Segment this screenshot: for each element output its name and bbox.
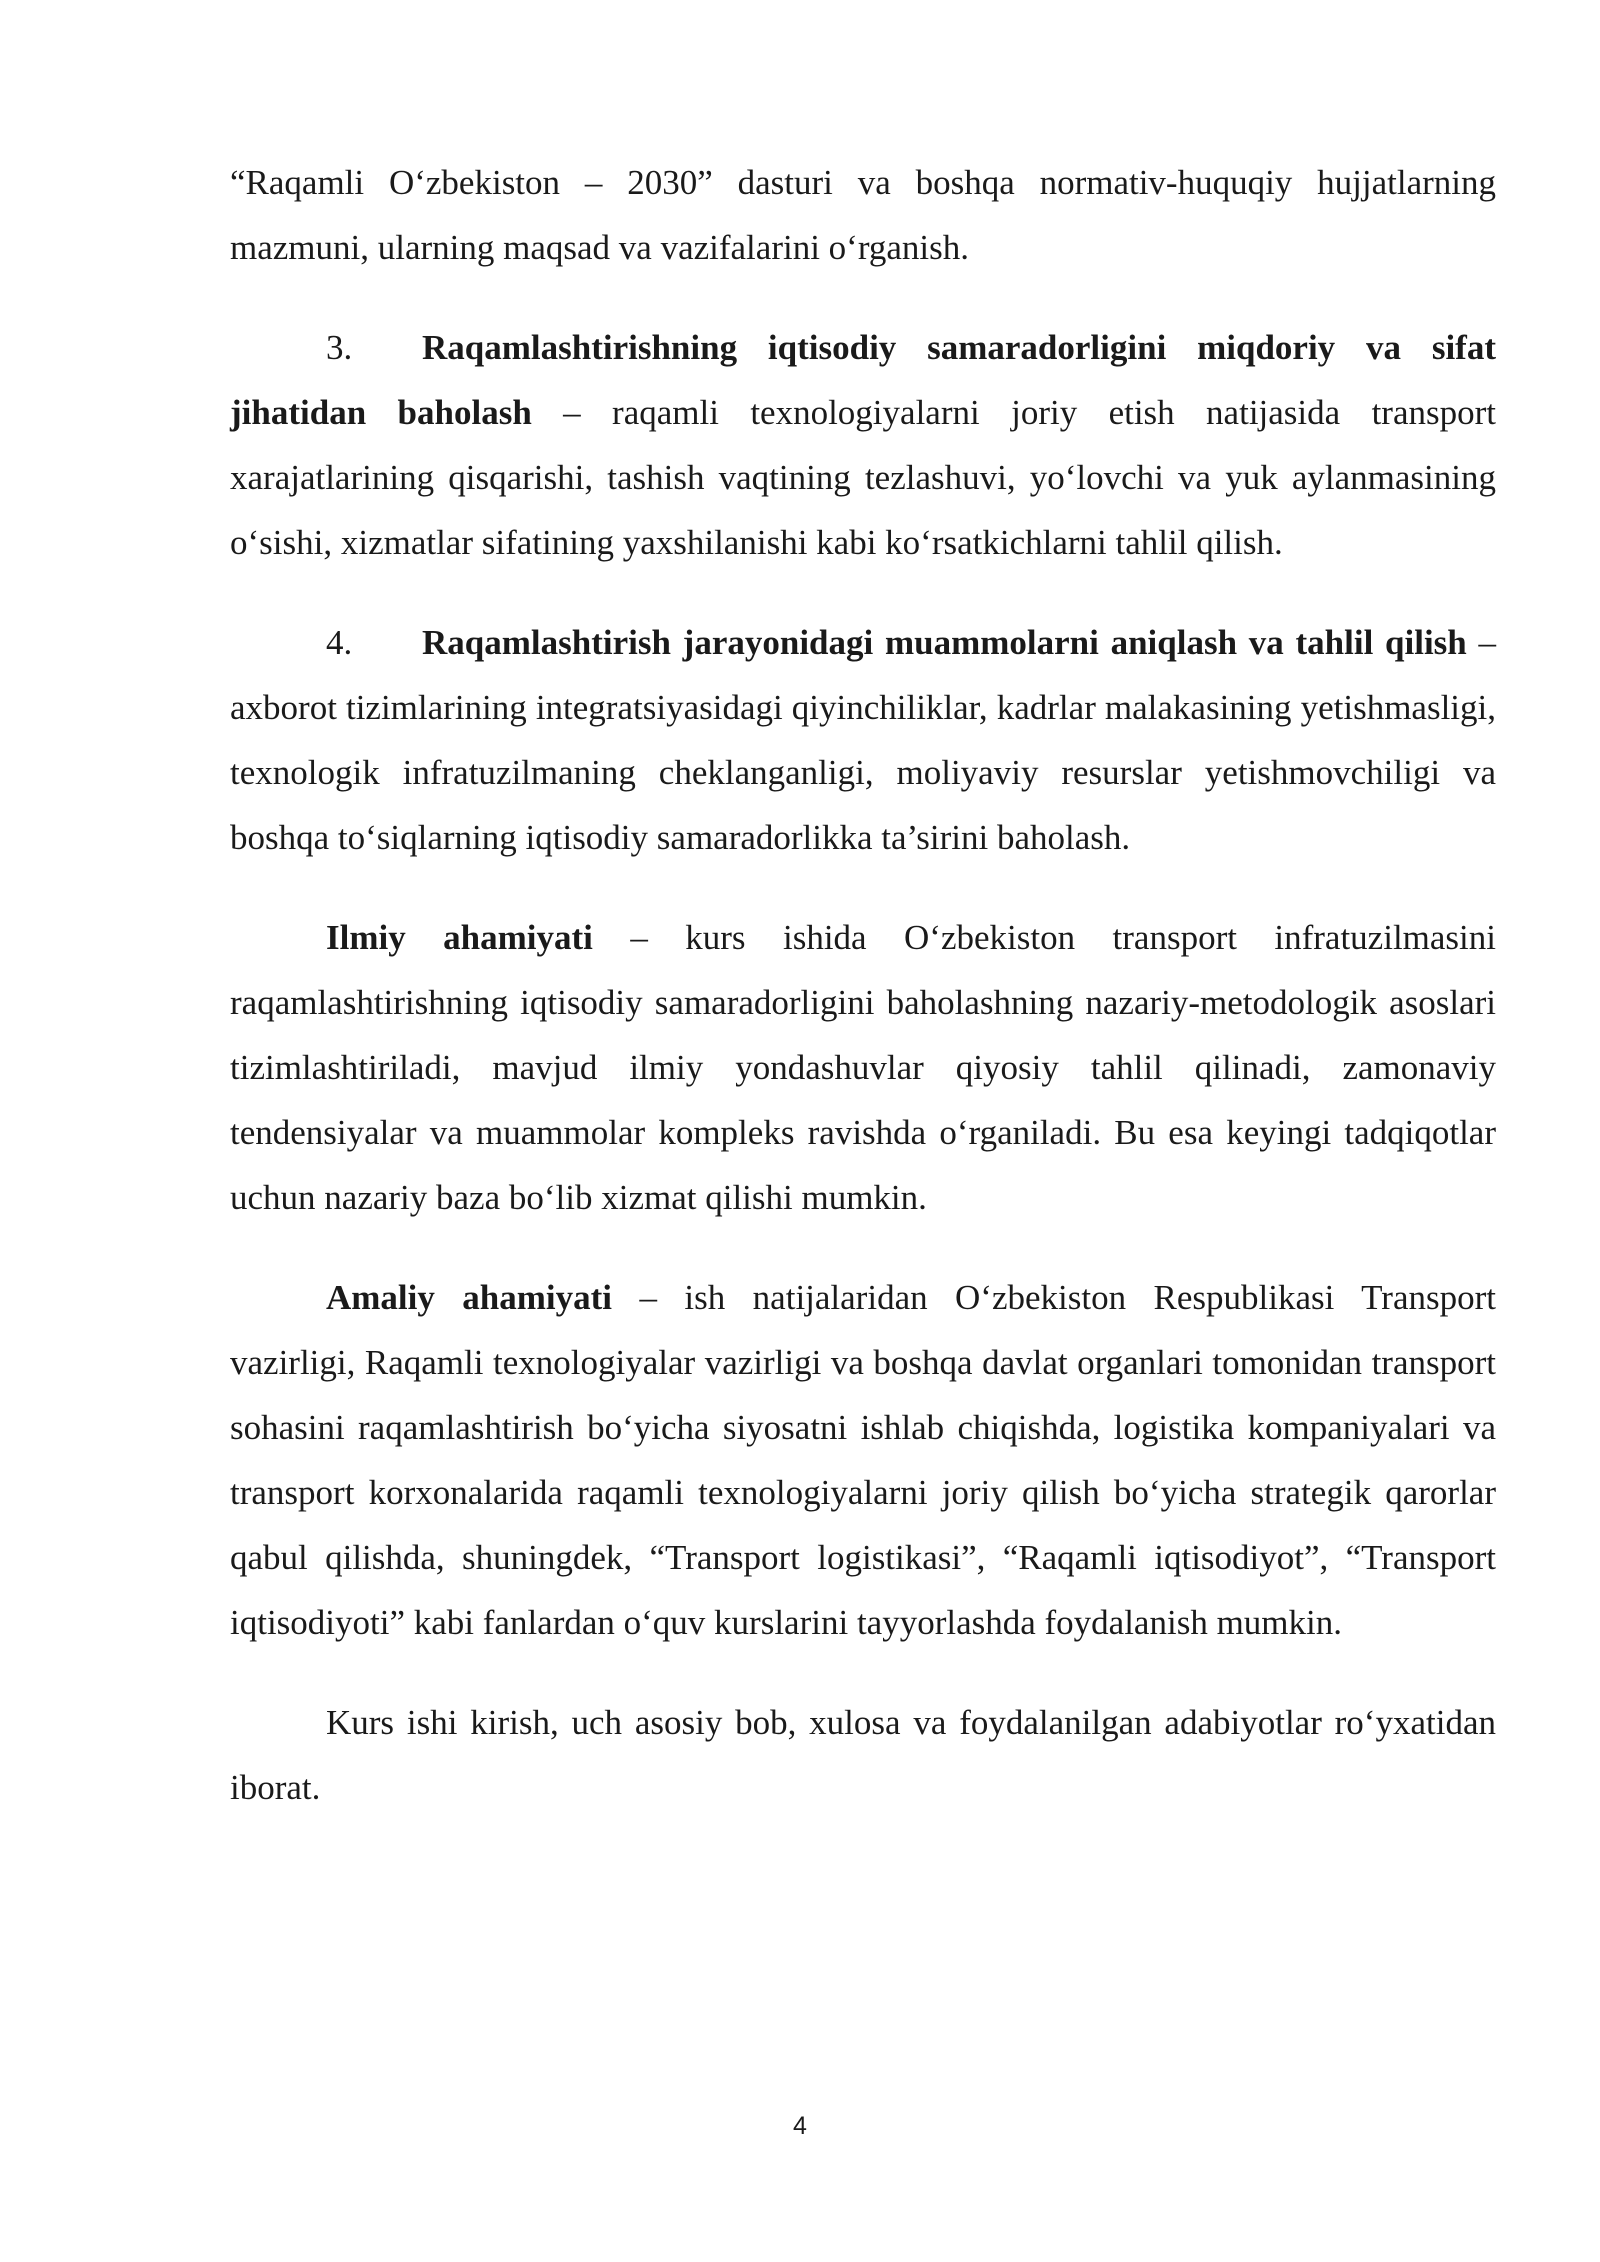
item-4-text: – axborot tizimlarining integratsiyasidagi qiyinchiliklar, kadrlar malakasining yetishmasligi, texnologik infratuzilmaning cheklanganligi, moliyaviy resurslar yetishmovchiligi va boshqa to‘siqlarning iqtisodiy samaradorlikka ta’sirini baholash. [230,623,1496,857]
intro-paragraph: “Raqamli O‘zbekiston – 2030” dasturi va boshqa normativ-huquqiy hujjatlarning mazmuni, ularning maqsad va vazifalarini o‘rganish. [230,163,1496,267]
item-3-number: 3. [326,328,353,367]
item-4-paragraph [230,610,1496,870]
item-3-title: Raqamlashtirishning iqtisodiy samaradorligini miqdoriy va sifat jihatidan baholash [230,328,1496,432]
scientific-significance-title: Ilmiy ahamiyati [326,918,593,957]
practical-significance-title: Amaliy ahamiyati [326,1278,613,1317]
page-number: 4 [793,2112,807,2140]
practical-significance-paragraph [230,1265,1496,1655]
structure-paragraph: Kurs ishi kirish, uch asosiy bob, xulosa va foydalanilgan adabiyotlar ro‘yxatidan iborat. [230,1703,1496,1807]
practical-significance-text: – ish natijalaridan O‘zbekiston Respublikasi Transport vazirligi, Raqamli texnologiyalar vazirligi va boshqa davlat organlari tomonidan transport sohasini raqamlashtirish bo‘yicha siyosatni ishlab chiqishda, logistika kompaniyalari va transport korxonalarida raqamli texnologiyalarni joriy qilish bo‘yicha strategik qarorlar qabul qilishda, shuningdek, “Transport logistikasi”, “Raqamli iqtisodiyot”, “Transport iqtisodiyoti” kabi fanlardan o‘quv kurslarini tayyorlashda foydalanish mumkin. [230,1278,1496,1642]
scientific-significance-paragraph [230,905,1496,1230]
item-3-text: – raqamli texnologiyalarni joriy etish natijasida transport xarajatlarining qisqarishi, tashish vaqtining tezlashuvi, yo‘lovchi va yuk aylanmasining o‘sishi, xizmatlar sifatining yaxshilanishi kabi ko‘rsatkichlarni tahlil qilish. [230,393,1496,562]
item-3-paragraph [230,315,1496,575]
document-page [230,150,1496,1820]
scientific-significance-text: – kurs ishida O‘zbekiston transport infratuzilmasini raqamlashtirishning iqtisodiy samaradorligini baholashning nazariy-metodologik asoslari tizimlashtiriladi, mavjud ilmiy yondashuvlar qiyosiy tahlil qilinadi, zamonaviy tendensiyalar va muammolar kompleks ravishda o‘rganiladi. Bu esa keyingi tadqiqotlar uchun nazariy baza bo‘lib xizmat qilishi mumkin. [230,918,1496,1217]
item-4-number: 4. [326,623,353,662]
item-4-title: Raqamlashtirish jarayonidagi muammolarni aniqlash va tahlil qilish [422,623,1467,662]
